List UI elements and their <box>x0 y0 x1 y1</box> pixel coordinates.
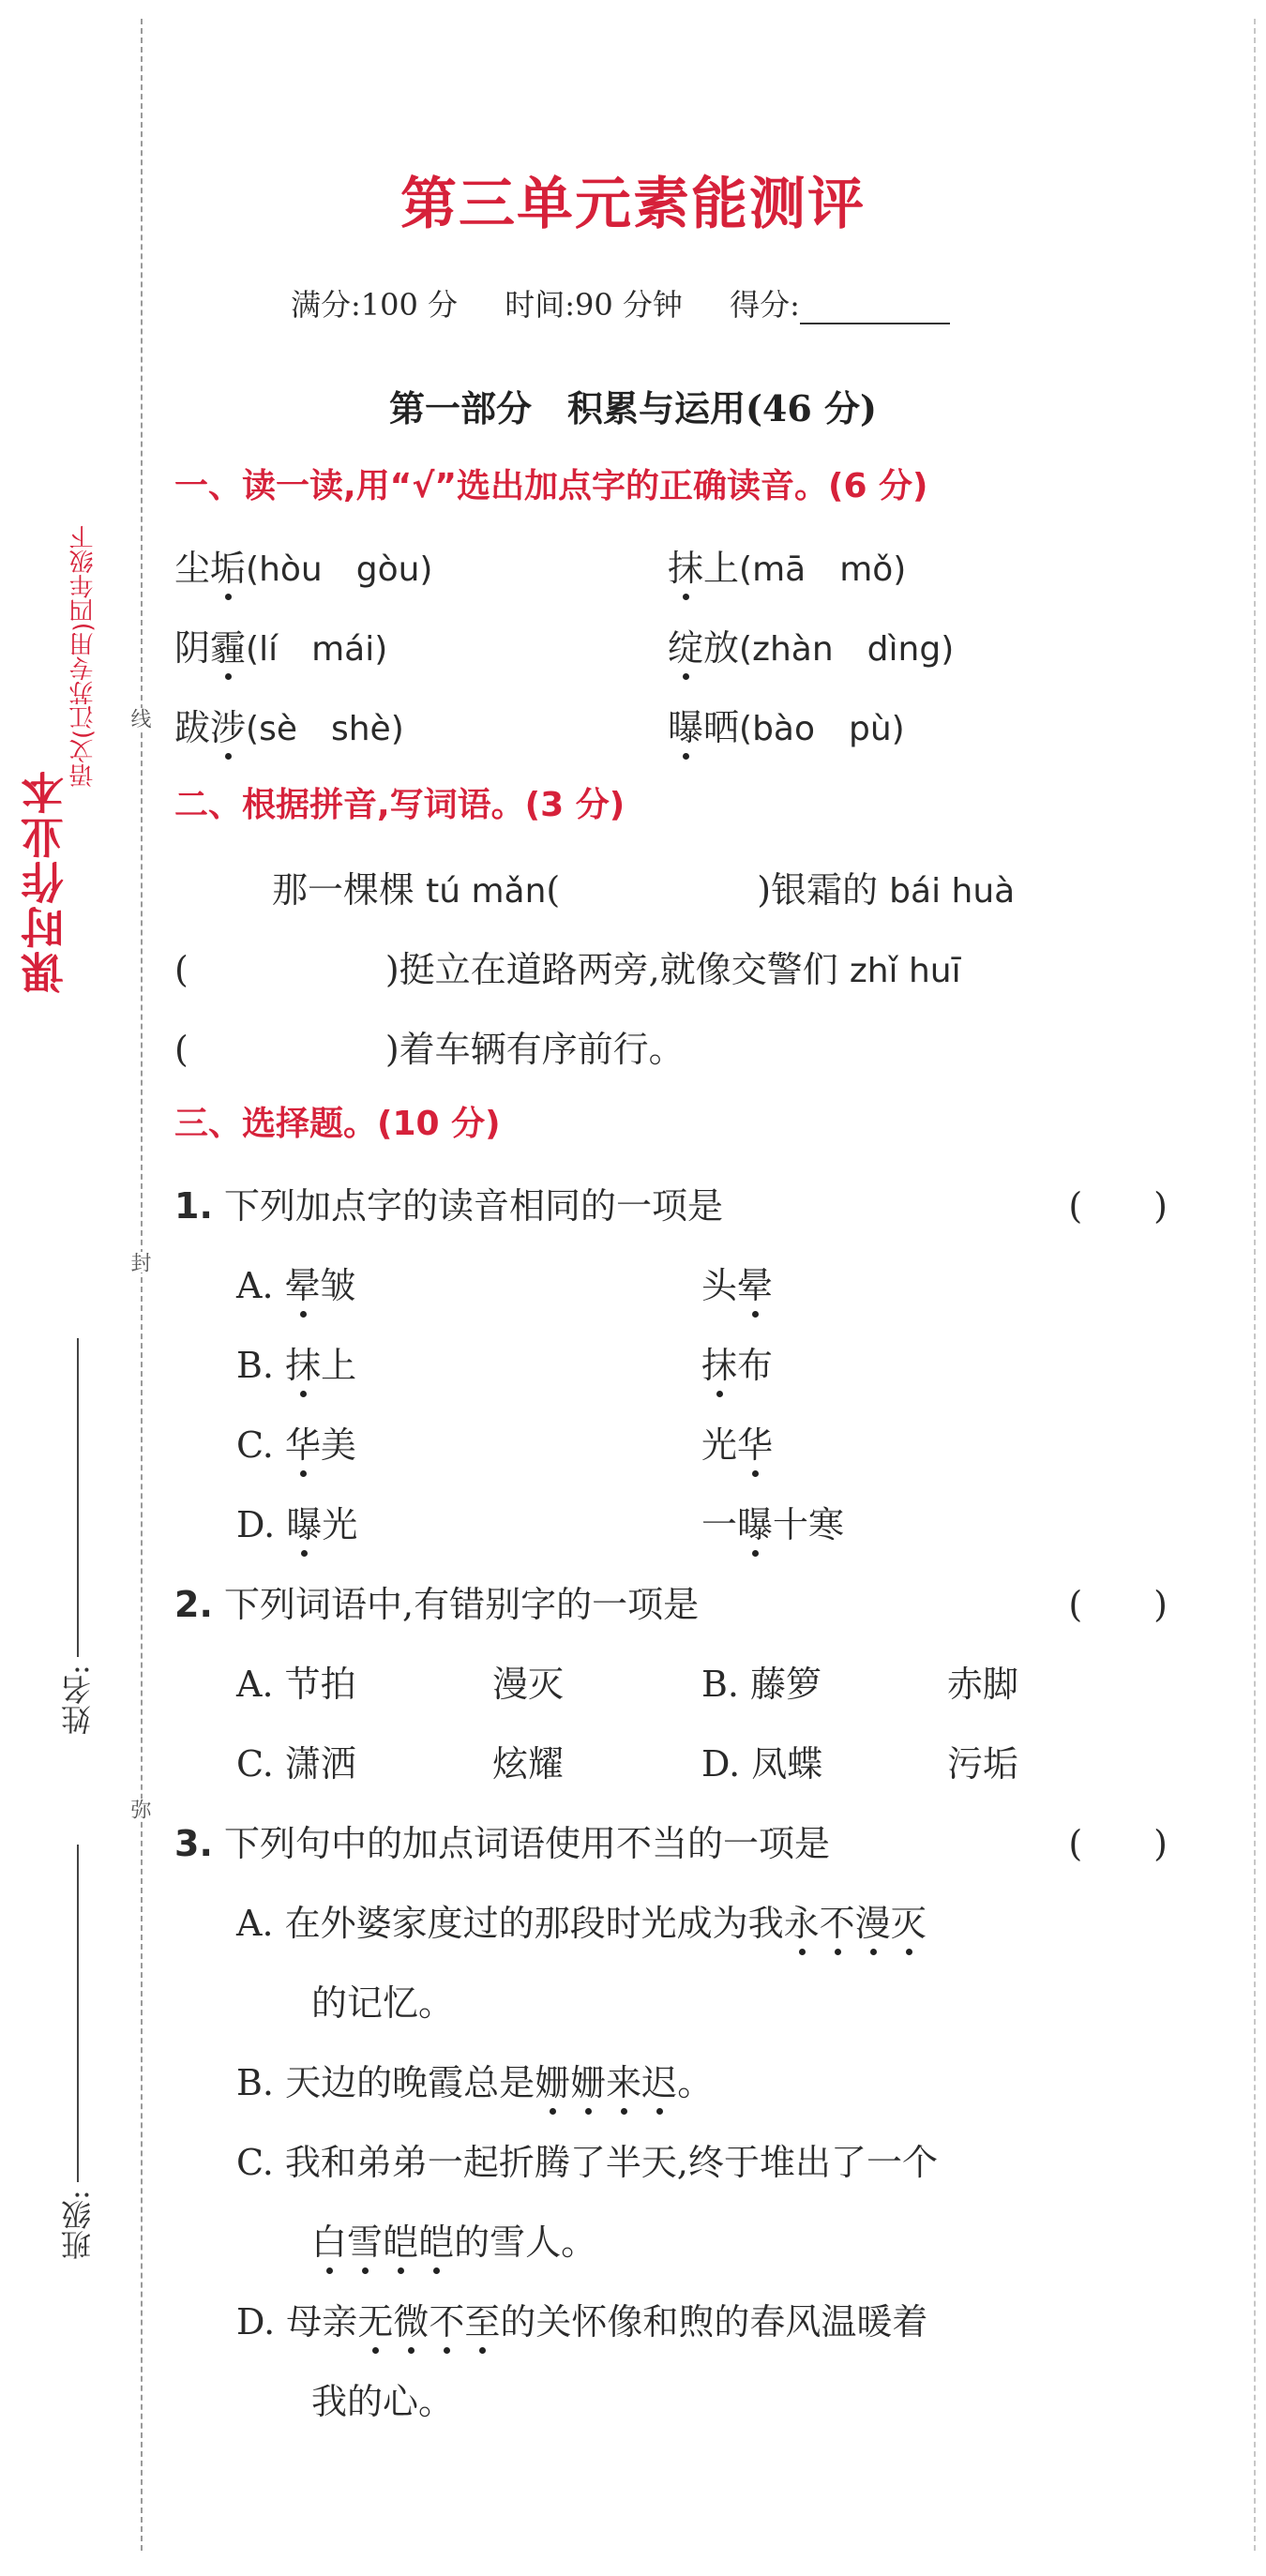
option-b-word: 光华 <box>701 1416 773 1468</box>
cut-mark-seal: 封 <box>131 1252 154 1273</box>
option-word: 污垢 <box>947 1743 1019 1785</box>
pinyin-item[interactable]: 阴霾(lí mái) <box>174 619 387 670</box>
question-3: 3. 下列句中的加点词语使用不当的一项是 <box>174 1823 830 1864</box>
pinyin-item[interactable]: 尘垢(hòu gòu) <box>174 539 432 591</box>
score-label: 得分: <box>730 287 800 323</box>
class-blank-line <box>77 1845 79 2182</box>
time-limit: 时间:90 分钟 <box>505 287 683 323</box>
pinyin-item[interactable]: 跋涉(sè shè) <box>174 699 404 750</box>
option-continuation: 的记忆。 <box>311 1982 455 2024</box>
question-1: 1. 下列加点字的读音相同的一项是 <box>174 1185 723 1227</box>
option[interactable]: C. 我和弟弟一起折腾了半天,终于堆出了一个 <box>236 2142 938 2183</box>
cut-mark-close: 弥 <box>131 1799 154 1819</box>
option-word: 赤脚 <box>947 1664 1019 1705</box>
option[interactable]: C. 潇洒 <box>236 1743 356 1785</box>
pinyin-item[interactable]: 曝晒(bào pù) <box>668 699 905 750</box>
name-field[interactable] <box>56 1332 99 1735</box>
option-word: 炫耀 <box>492 1743 565 1785</box>
answer-paren[interactable]: ( ) <box>1068 1584 1168 1625</box>
option-continuation: 我的心。 <box>311 2381 455 2422</box>
page-title: 第三单元素能测评 <box>400 172 866 237</box>
option[interactable]: A. 节拍 <box>236 1664 356 1705</box>
option[interactable]: D. 曝光 <box>236 1496 357 1547</box>
sec2-line2: ( )挺立在道路两旁,就像交警们 zhǐ huī <box>174 949 961 990</box>
option[interactable]: A. 在外婆家度过的那段时光成为我永不漫灭 <box>236 1894 927 1946</box>
section1-title: 一、读一读,用“√”选出加点字的正确读音。(6 分) <box>174 467 928 505</box>
section3-title: 三、选择题。(10 分) <box>174 1105 501 1143</box>
option[interactable]: D. 母亲无微不至的关怀像和煦的春风温暖着 <box>236 2293 927 2344</box>
option[interactable]: B. 抹上 <box>236 1336 356 1388</box>
cut-mark-line: 线 <box>131 708 154 729</box>
answer-paren[interactable]: ( ) <box>1068 1185 1168 1227</box>
question-2: 2. 下列词语中,有错别字的一项是 <box>174 1584 700 1625</box>
option[interactable]: B. 藤箩 <box>701 1664 822 1705</box>
class-field[interactable] <box>56 1838 99 2260</box>
option-b-word: 抹布 <box>701 1336 773 1388</box>
option[interactable]: D. 凤蝶 <box>701 1743 823 1785</box>
score-info <box>291 281 987 324</box>
section2-title: 二、根据拼音,写词语。(3 分) <box>174 786 625 824</box>
option[interactable]: B. 天边的晚霞总是姗姗来迟。 <box>236 2054 713 2105</box>
option-b-word: 头晕 <box>701 1257 773 1308</box>
option-continuation: 白雪皑皑的雪人。 <box>311 2213 596 2265</box>
brand-logo: 课时作业本 <box>20 769 70 994</box>
name-label: 姓名: <box>60 1665 96 1735</box>
book-subtitle: 语文(江苏专用)四年级下 <box>69 524 98 788</box>
pinyin-item[interactable]: 绽放(zhàn dìng) <box>668 619 954 670</box>
option[interactable]: A. 晕皱 <box>236 1257 356 1308</box>
name-blank-line <box>77 1338 79 1657</box>
score-blank[interactable] <box>800 296 950 324</box>
option-word: 漫灭 <box>492 1664 565 1705</box>
sec2-line1: 那一棵棵 tú mǎn( )银霜的 bái huà <box>272 869 1016 911</box>
answer-paren[interactable]: ( ) <box>1068 1823 1168 1864</box>
class-label: 班级: <box>60 2190 96 2260</box>
full-score: 满分:100 分 <box>291 287 459 323</box>
option-b-word: 一曝十寒 <box>701 1496 844 1547</box>
part-title: 第一部分 积累与运用(46 分) <box>388 387 878 429</box>
option[interactable]: C. 华美 <box>236 1416 356 1468</box>
sec2-line3: ( )着车辆有序前行。 <box>174 1029 685 1070</box>
pinyin-item[interactable]: 抹上(mā mǒ) <box>668 539 906 591</box>
